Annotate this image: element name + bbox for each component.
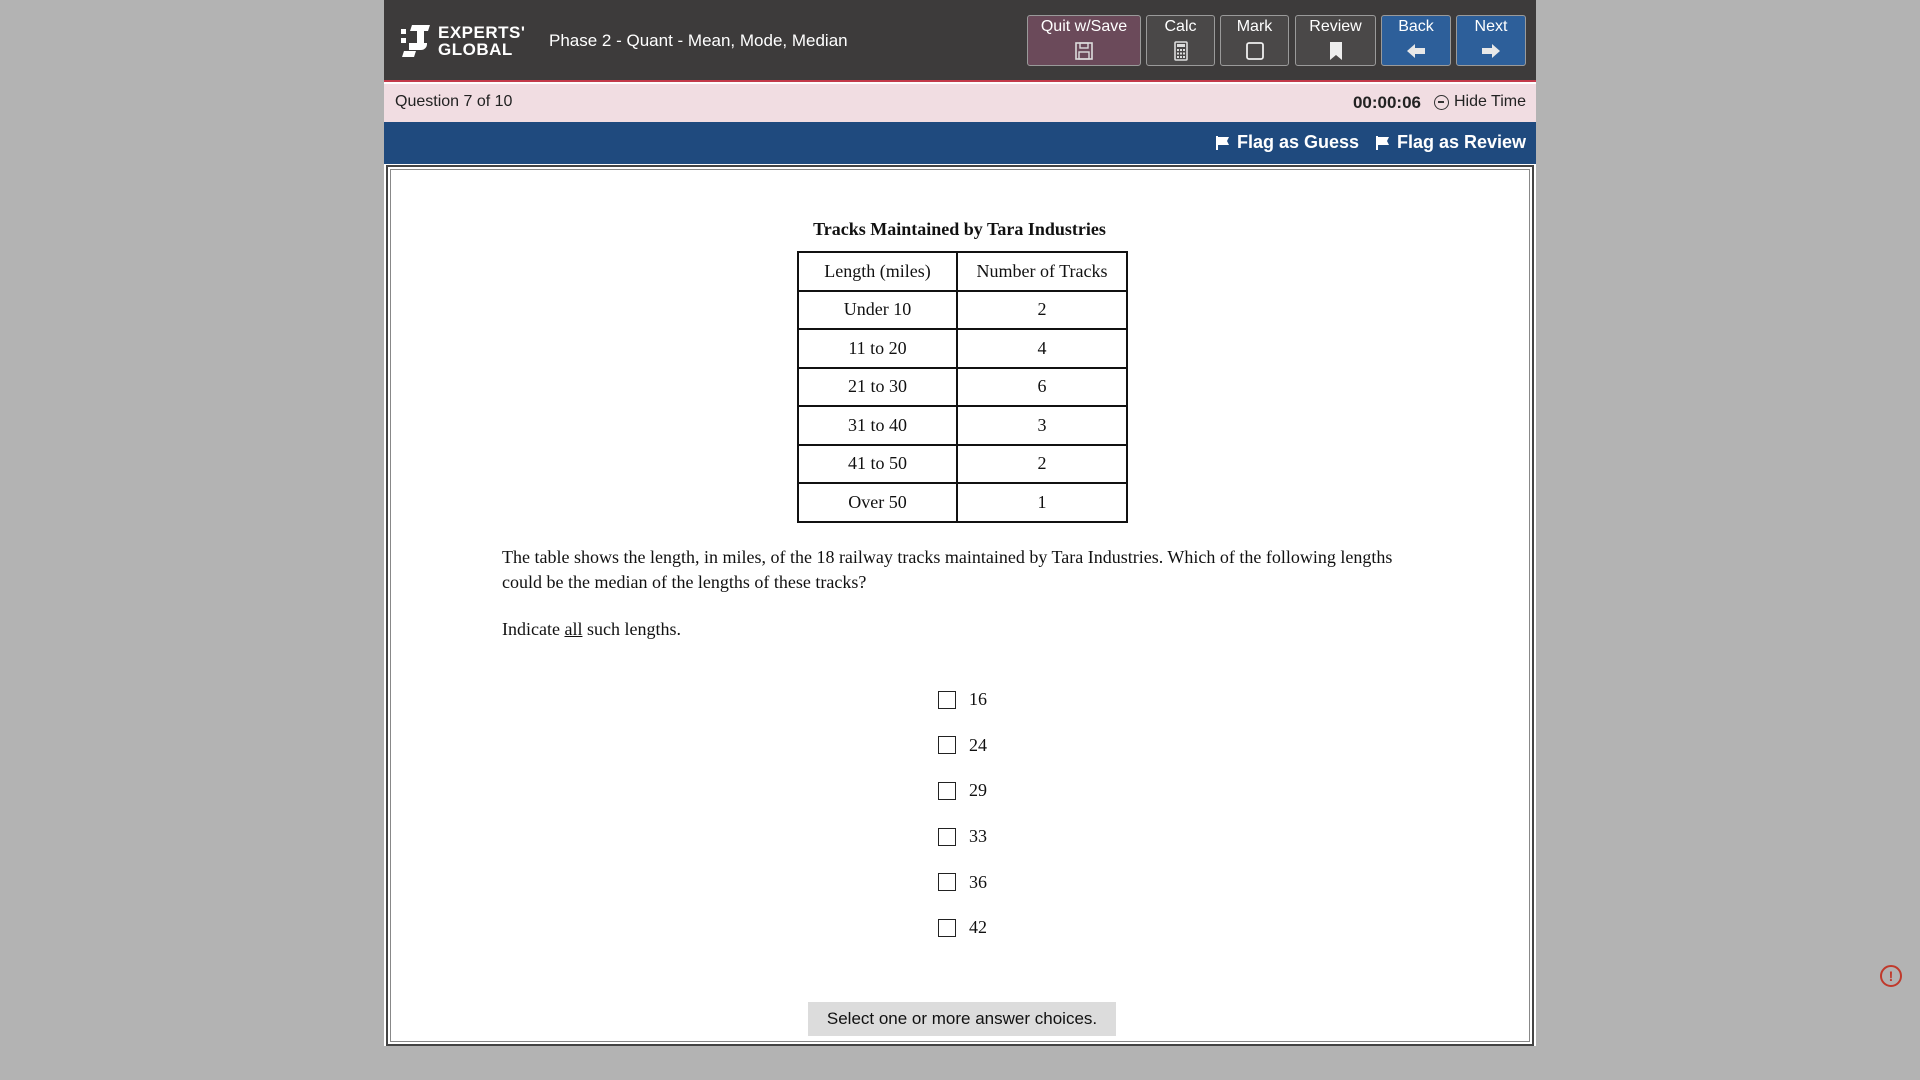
logo-line-2: GLOBAL <box>438 40 513 59</box>
table-cell: 1 <box>957 483 1127 522</box>
alert-icon[interactable]: ! <box>1880 965 1902 987</box>
table-row <box>798 483 1127 522</box>
checkbox[interactable] <box>938 873 956 891</box>
test-app <box>384 0 1536 1046</box>
checkbox-icon <box>1244 40 1266 62</box>
checkbox[interactable] <box>938 691 956 709</box>
choice-label: 24 <box>969 734 987 755</box>
table-cell: Under 10 <box>798 291 957 330</box>
table-cell: 3 <box>957 406 1127 445</box>
emphasis-all: all <box>564 619 583 639</box>
logo-mark-icon <box>401 23 431 59</box>
table-row <box>798 445 1127 484</box>
choice-label: 16 <box>969 689 987 710</box>
flag-as-guess-label: Flag as Guess <box>1237 132 1360 152</box>
answer-choice[interactable] <box>938 768 987 814</box>
next-label: Next <box>1474 18 1508 35</box>
table-cell: 11 to 20 <box>798 329 957 368</box>
question-content <box>386 165 1534 1046</box>
section-title: Phase 2 - Quant - Mean, Mode, Median <box>549 31 848 50</box>
checkbox[interactable] <box>938 782 956 800</box>
calculator-icon <box>1170 40 1192 62</box>
back-label: Back <box>1398 18 1434 35</box>
question-text: The table shows the length, in miles, of the 18 railway tracks maintained by Tara Industries. Which of the following lengths could be the median of the lengths of these tracks? <box>502 547 1393 592</box>
table-cell: 21 to 30 <box>798 368 957 407</box>
table-row <box>798 291 1127 330</box>
question-status-bar <box>384 84 1536 122</box>
checkbox[interactable] <box>938 736 956 754</box>
question-counter: Question 7 of 10 <box>395 93 513 110</box>
question-instruction: Indicate all such lengths. <box>502 619 681 639</box>
table-title: Tracks Maintained by Tara Industries <box>813 219 1106 239</box>
table-cell: 31 to 40 <box>798 406 957 445</box>
arrow-right-icon <box>1480 40 1502 62</box>
answer-choice[interactable] <box>938 814 987 860</box>
table-cell: 41 to 50 <box>798 445 957 484</box>
flag-as-review-label: Flag as Review <box>1397 132 1527 152</box>
table-header-cell: Number of Tracks <box>957 252 1127 291</box>
choice-label: 42 <box>969 917 987 938</box>
data-table <box>797 251 1128 523</box>
quit-save-button[interactable] <box>1027 15 1141 66</box>
back-button[interactable] <box>1381 15 1451 66</box>
table-cell: 6 <box>957 368 1127 407</box>
checkbox[interactable] <box>938 919 956 937</box>
review-label: Review <box>1309 18 1362 35</box>
flag-as-review-button[interactable] <box>1375 132 1526 153</box>
review-button[interactable] <box>1295 15 1376 66</box>
answer-choice[interactable] <box>938 677 987 723</box>
choice-label: 36 <box>969 871 987 892</box>
flag-bar <box>384 122 1536 164</box>
answer-choice[interactable] <box>938 905 987 951</box>
table-header-row <box>798 252 1127 291</box>
choice-label: 33 <box>969 826 987 847</box>
logo-line-1: EXPERTS' <box>438 23 526 42</box>
hide-time-label: Hide Time <box>1453 93 1526 110</box>
answer-choice[interactable] <box>938 723 987 769</box>
table-cell: 2 <box>957 291 1127 330</box>
calculator-button[interactable] <box>1146 15 1215 66</box>
flag-icon <box>1375 135 1391 151</box>
selection-status-message: Select one or more answer choices. <box>808 1002 1116 1036</box>
quit-save-label: Quit w/Save <box>1040 18 1128 35</box>
table-row <box>798 406 1127 445</box>
arrow-left-icon <box>1405 40 1427 62</box>
answer-choice[interactable] <box>938 859 987 905</box>
next-button[interactable] <box>1456 15 1526 66</box>
table-cell: 2 <box>957 445 1127 484</box>
bookmark-icon <box>1325 40 1347 62</box>
timer: 00:00:06 <box>1352 93 1421 112</box>
mark-button[interactable] <box>1220 15 1289 66</box>
table-row <box>798 329 1127 368</box>
hide-time-button[interactable] <box>1434 93 1526 111</box>
flag-as-guess-button[interactable] <box>1215 132 1359 153</box>
calc-label: Calc <box>1164 18 1197 35</box>
table-row <box>798 368 1127 407</box>
minus-circle-icon <box>1434 95 1449 110</box>
choice-label: 29 <box>969 780 987 801</box>
experts-global-logo <box>401 22 525 60</box>
flag-icon <box>1215 135 1231 151</box>
checkbox[interactable] <box>938 828 956 846</box>
mark-label: Mark <box>1236 18 1273 35</box>
table-cell: 4 <box>957 329 1127 368</box>
answer-choices <box>938 677 987 951</box>
table-header-cell: Length (miles) <box>798 252 957 291</box>
table-cell: Over 50 <box>798 483 957 522</box>
top-toolbar <box>384 0 1536 82</box>
floppy-disk-icon <box>1073 40 1095 62</box>
